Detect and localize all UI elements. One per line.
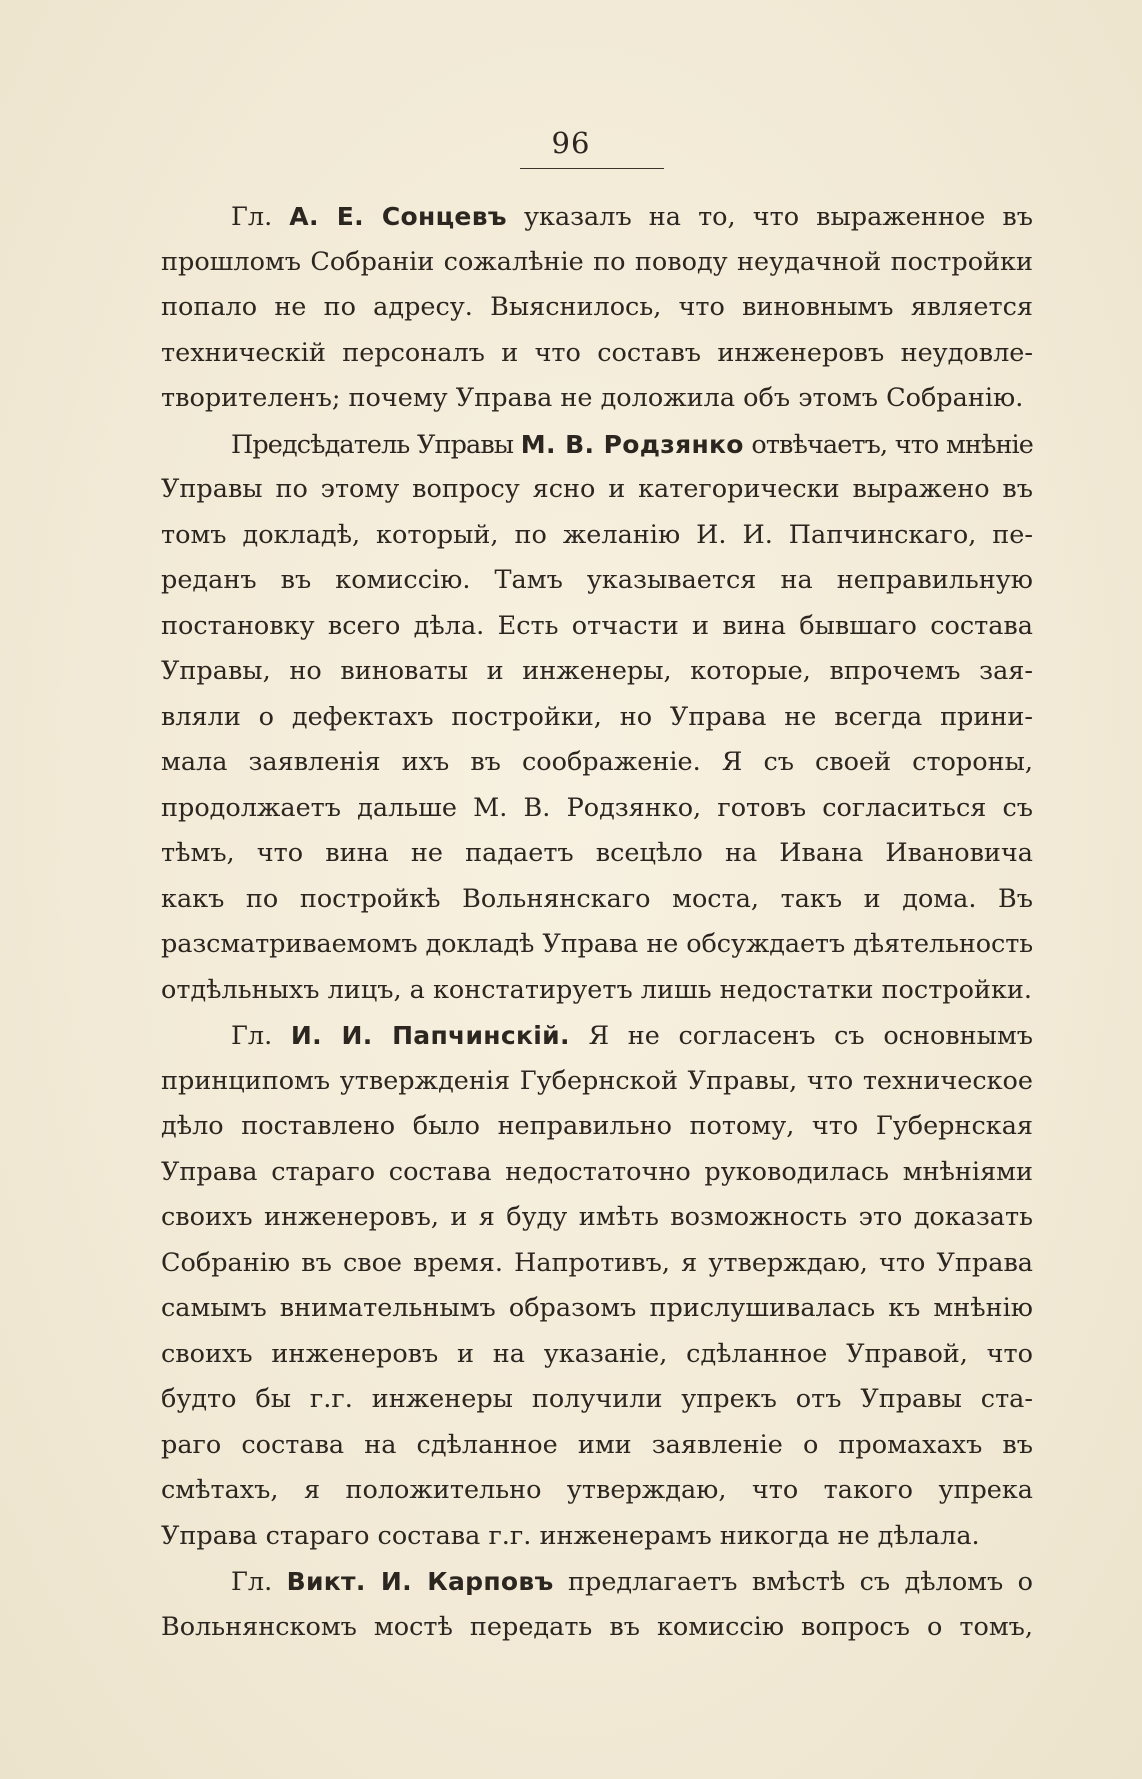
text-line [161, 1013, 1033, 1059]
line-text: смѣтахъ, я положительно утверждаю, что такого упрека [161, 1475, 1033, 1505]
text-line [161, 1377, 1033, 1423]
text-line [161, 467, 1033, 513]
line-text: своихъ инженеровъ, и я буду имѣть возможность это доказать [161, 1202, 1033, 1232]
text-line [161, 285, 1033, 331]
line-text: своихъ инженеровъ и на указаніе, сдѣланное Управой, что [161, 1338, 1033, 1369]
text-line [161, 558, 1033, 604]
text-line [161, 604, 1033, 650]
line-text: прошломъ Собраніи сожалѣніе по поводу неудачной постройки [161, 246, 1033, 277]
text-line [161, 240, 1033, 286]
speaker-name: Викт. И. Карповъ [286, 1567, 554, 1596]
text-line [161, 695, 1033, 741]
line-text: продолжаетъ дальше М. В. Родзянко, готовъ согласиться съ [161, 792, 1033, 823]
text-line [161, 786, 1033, 832]
line-text: Управы, но виноваты и инженеры, которые, впрочемъ зая- [161, 656, 1033, 686]
line-text: Гл. [231, 202, 290, 232]
text-line [161, 194, 1033, 240]
line-text: дѣло поставлено было неправильно потому, что Губернская [161, 1111, 1033, 1141]
line-text: творителенъ; почему Управа не доложила объ этомъ Собранію. [161, 383, 1024, 413]
page-number-rule [520, 168, 664, 169]
line-text: какъ по постройкѣ Вольнянскаго моста, такъ и дома. Въ [161, 883, 1033, 914]
text-line [161, 376, 1033, 422]
line-text: попало не по адресу. Выяснилось, что виновнымъ является [161, 292, 1033, 322]
line-text: Я не согласенъ съ основнымъ [569, 1021, 1033, 1051]
line-text: самымъ внимательнымъ образомъ прислушивалась къ мнѣнію [161, 1293, 1033, 1323]
line-text: отвѣчаетъ, что мнѣніе [743, 429, 1033, 460]
text-line [161, 877, 1033, 923]
line-text: тѣмъ, что вина не падаетъ всецѣло на Ивана Ивановича [161, 838, 1033, 868]
text-line [161, 1332, 1033, 1378]
line-text: будто бы г.г. инженеры получили упрекъ отъ Управы ста- [161, 1384, 1033, 1414]
line-text: томъ докладѣ, который, по желанію И. И. Папчинскаго, пе- [161, 519, 1033, 550]
text-line [161, 1059, 1033, 1105]
line-text: разсматриваемомъ докладѣ Управа не обсуждаетъ дѣятельность [161, 929, 1033, 959]
line-text: Собранію въ свое время. Напротивъ, я утверждаю, что Управа [161, 1247, 1033, 1278]
page-number: 96 [551, 126, 591, 160]
text-line [161, 1150, 1033, 1196]
paragraph [161, 1559, 1033, 1650]
line-text: Управа стараго состава недостаточно руководилась мнѣніями [161, 1156, 1033, 1187]
line-text: техническій персоналъ и что составъ инженеровъ неудовле- [161, 337, 1033, 368]
text-line [161, 1241, 1033, 1287]
paragraph [161, 194, 1033, 422]
text-line [161, 331, 1033, 377]
line-text: Гл. [231, 1567, 287, 1597]
line-text: отдѣльныхъ лицъ, а констатируетъ лишь недостатки постройки. [161, 974, 1033, 1005]
text-line [161, 1286, 1033, 1332]
line-text: реданъ въ комиссію. Тамъ указывается на неправильную [161, 565, 1033, 595]
text-line [161, 1605, 1033, 1651]
line-text: Предсѣдатель Управы [231, 429, 521, 460]
text-line [161, 1514, 1033, 1560]
speaker-name: М. В. Родзянко [520, 429, 744, 459]
line-text: Гл. [231, 1021, 291, 1051]
text-line [161, 1423, 1033, 1469]
line-text: Управы по этому вопросу ясно и категорически выражено въ [161, 474, 1033, 504]
paragraph [161, 1013, 1033, 1559]
text-line [161, 968, 1033, 1014]
line-text: предлагаетъ вмѣстѣ съ дѣломъ о [553, 1567, 1033, 1597]
line-text: постановку всего дѣла. Есть отчасти и вина бывшаго состава [161, 610, 1033, 641]
text-line [161, 1468, 1033, 1514]
text-line [161, 649, 1033, 695]
paragraph [161, 422, 1033, 1014]
text-line [161, 422, 1033, 468]
text-line [161, 1104, 1033, 1150]
text-line [161, 922, 1033, 968]
line-text: вляли о дефектахъ постройки, но Управа не всегда прини- [161, 701, 1033, 732]
speaker-name: А. Е. Сонцевъ [289, 202, 507, 231]
line-text: указалъ на то, что выраженное въ [506, 202, 1033, 232]
text-line [161, 513, 1033, 559]
text-line [161, 1559, 1033, 1605]
text-line [161, 1195, 1033, 1241]
line-text: принципомъ утвержденія Губернской Управы, что техническое [161, 1065, 1033, 1096]
line-text: мала заявленія ихъ въ соображеніе. Я съ своей стороны, [161, 747, 1033, 777]
line-text: Управа стараго состава г.г. инженерамъ никогда не дѣлала. [161, 1520, 980, 1551]
speaker-name: И. И. Папчинскій. [290, 1021, 570, 1050]
body-text [161, 194, 1033, 1650]
text-line [161, 831, 1033, 877]
text-line [161, 740, 1033, 786]
line-text: Вольнянскомъ мостѣ передать въ комиссію вопросъ о томъ, [161, 1611, 1033, 1642]
line-text: раго состава на сдѣланное ими заявленіе о промахахъ въ [161, 1429, 1033, 1460]
